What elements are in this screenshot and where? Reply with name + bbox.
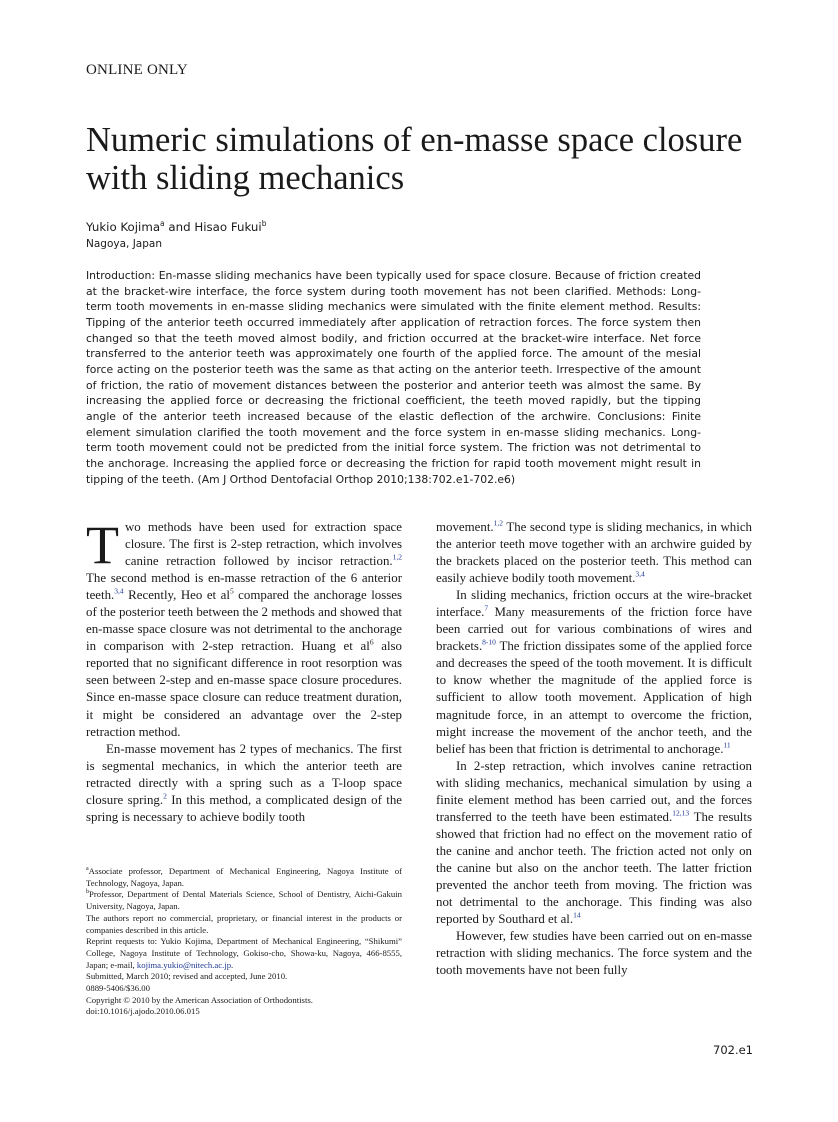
body-column-left: [86, 515, 402, 826]
citation-ref: 5: [229, 586, 234, 596]
citation-ref[interactable]: 7: [484, 603, 489, 613]
body-paragraph: In 2-step retraction, which involves canine retraction with sliding mechanics, mechanical simulation by using a finite element method has been carried out, and the forces transferred to the teeth have been estimated.$^{12,13}$ The results showed that friction had no effect on the movement ratio of the canine and anchor teeth. The friction acted not only on the canine but also on the anchor teeth. The latter friction prevented the anchor teeth from moving. The friction was not detrimental to the anchorage. This finding was also reported by Southard et al.$^{14}$: [436, 758, 752, 927]
author-name: Hisao Fukui: [194, 220, 262, 234]
reprint-request: Reprint requests to: Yukio Kojima, Department of Mechanical Engineering, “Shikumi” College, Nagoya Institute of Technology, Gokiso-cho, Showa-ku, Nagoya, 466-8555, Japan; e-mail, kojima.yukio@nitech.ac.jp.: [86, 936, 402, 970]
footnote: $^b$Professor, Department of Dental Materials Science, School of Dentistry, Aichi-Gakuin University, Nagoya, Japan.: [86, 889, 402, 912]
article-title: Numeric simulations of en-masse space closure with sliding mechanics: [86, 121, 743, 197]
email-link[interactable]: kojima.yukio@nitech.ac.jp: [136, 959, 232, 970]
affiliation-mark: a: [160, 219, 165, 229]
citation-ref[interactable]: 1,2: [392, 552, 402, 562]
body-paragraph: En-masse movement has 2 types of mechanics. The first is segmental mechanics, in which the anterior teeth are retracted directly with a spring such as a T-loop space closure spring.$^2$ In this method, a complicated design of the spring is necessary to achieve bodily tooth: [86, 741, 402, 824]
citation-ref[interactable]: 8-10: [482, 638, 496, 648]
submission-dates: Submitted, March 2010; revised and accepted, June 2010.: [86, 971, 288, 982]
body-paragraph: However, few studies have been carried out on en-masse retraction with sliding mechanics. The force system and the tooth movements have not been fully: [436, 929, 752, 978]
body-paragraph: movement.$^{1,2}$ The second type is sliding mechanics, in which the anterior teeth move together with an archwire guided by the brackets placed on the posterior teeth. This method can easily achieve bodily tooth movement.$^{3,4}$: [436, 518, 752, 586]
body-paragraph: Two methods have been used for extraction space closure. The first is 2-step retraction, which involves canine retraction followed by incisor retraction.$^{1,2}$ The second method is en-masse retraction of the 6 anterior teeth.$^{3,4}$ Recently, Heo et $al^5$ compared the anchorage losses of the posterior teeth between the 2 methods and showed that en-masse space closure was not detrimental to the anchorage in comparison with 2-step retraction. Huang et $al^6$ also reported that no significant difference in root resorption was seen between 2-step and en-masse space closure procedures. Since en-masse space closure can reduce treatment duration, it might be considered an advantage over the 2-step retraction method.: [86, 515, 402, 739]
footnotes: [86, 866, 402, 1018]
disclosure-note: The authors report no commercial, proprietary, or financial interest in the products or companies described in this article.: [86, 912, 402, 935]
citation-ref[interactable]: 11: [723, 740, 731, 750]
doi: doi:10.1016/j.ajodo.2010.06.015: [86, 1006, 200, 1017]
affiliation-mark: b: [261, 219, 267, 229]
citation-ref: 6: [369, 638, 374, 648]
citation-ref[interactable]: 14: [573, 910, 581, 920]
footnote: $^a$Associate professor, Department of Mechanical Engineering, Nagoya Institute of Technology, Nagoya, Japan.: [86, 866, 402, 888]
citation-ref[interactable]: 1,2: [493, 518, 504, 528]
abstract: Introduction: En-masse sliding mechanics have been typically used for space closure. Because of friction created at the bracket-wire interface, the force system during tooth movement has not been clarified. Methods: Long-term tooth movements in en-masse sliding mechanics were simulated with the finite element method. Results: Tipping of the anterior teeth occurred immediately after application of retraction forces. The force system then changed so that the teeth moved almost bodily, and friction occurred at the bracket-wire interface. Net force transferred to the anterior teeth was approximately one fourth of the applied force. The amount of the mesial force acting on the posterior teeth was the same as that acting on the anterior teeth. Irrespective of the amount of friction, the ratio of movement distances between the posterior and anterior teeth was almost the same. By increasing the applied force or decreasing the frictional coefficient, the teeth moved rapidly, but the tipping angle of the anterior teeth increased because of the elastic deflection of the archwire. Conclusions: Finite element simulation clarified the tooth movement and the force system in en-masse sliding mechanics. Long-term tooth movement could not be predicted from the initial force system. The friction was not detrimental to the anchorage. Increasing the applied force or decreasing the friction for rapid tooth movement might result in tipping of the teeth. (Am J Orthod Dentofacial Orthop 2010;138:702.e1-702.e6): [86, 269, 701, 486]
citation-ref[interactable]: 3,4: [635, 569, 645, 579]
author-conjunction: and: [164, 220, 195, 234]
section-label: ONLINE ONLY: [86, 62, 188, 78]
citation-ref[interactable]: 12,13: [672, 808, 690, 818]
citation-ref[interactable]: 2: [163, 791, 167, 801]
author-location: Nagoya, Japan: [86, 238, 162, 250]
body-paragraph: In sliding mechanics, friction occurs at the wire-bracket interface.$^7$ Many measurements of the friction force have been carried out for various combinations of wires and brackets.$^{8-10}$ The friction dissipates some of the applied force and decreases the speed of the tooth movement. It is difficult to know whether the magnitude of the applied force is sufficient to allow tooth movement. Application of high magnitude force, in an attempt to overcome the friction, might increase the movement of the anchor teeth, and the belief has been that friction is detrimental to anchorage.$^{11}$: [436, 588, 752, 756]
author-line: [86, 220, 266, 234]
issn: 0889-5406/$36.00: [86, 983, 150, 994]
page-number: 702.e1: [713, 1043, 753, 1057]
copyright: Copyright © 2010 by the American Association of Orthodontists.: [86, 994, 313, 1005]
citation-ref[interactable]: 3,4: [114, 586, 124, 596]
body-column-right: [436, 519, 752, 979]
drop-cap: T: [86, 515, 119, 575]
author-name: Yukio Kojima: [86, 220, 161, 234]
